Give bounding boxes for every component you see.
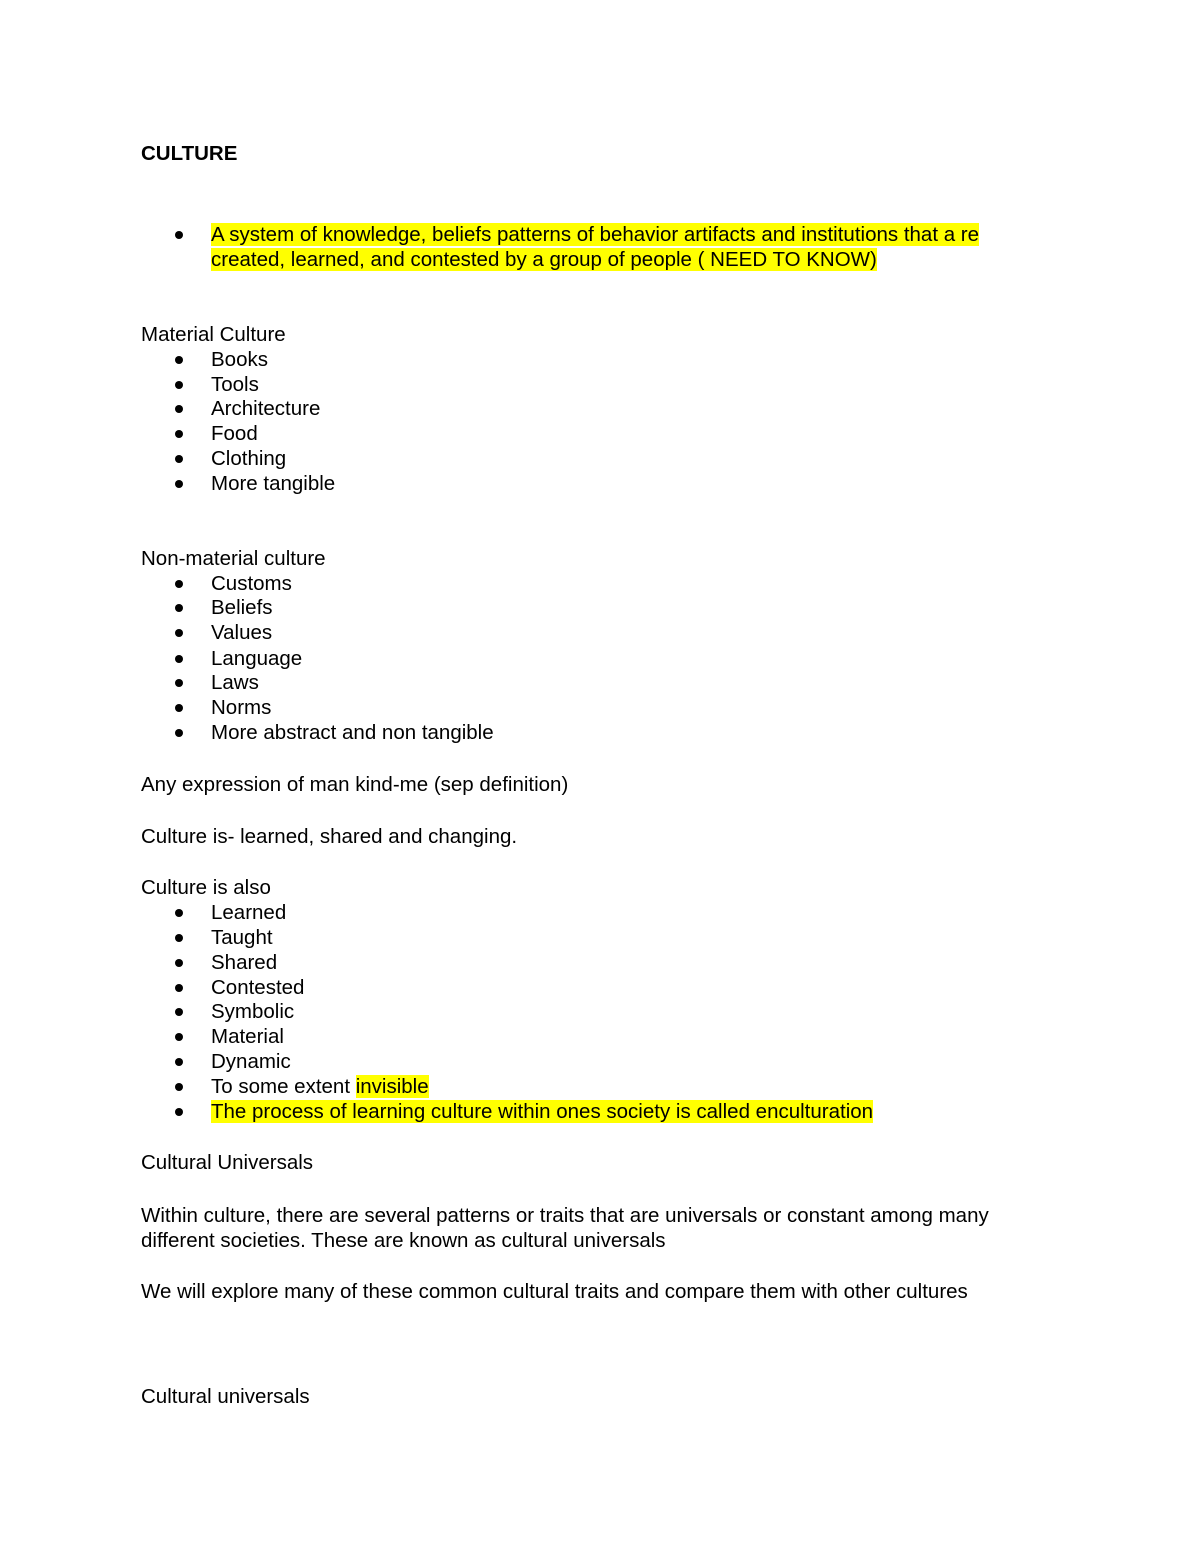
bullet-icon xyxy=(172,421,184,446)
list-item: Customs xyxy=(211,572,292,595)
definition-line-1 xyxy=(211,222,979,247)
enculturation-highlight: The process of learning culture within ones society is called enculturation xyxy=(211,1100,874,1123)
bullet-icon xyxy=(172,975,184,1000)
definition-highlight-2: created, learned, and contested by a group of people ( NEED TO KNOW) xyxy=(211,248,877,271)
universals-heading-2: Cultural universals xyxy=(141,1385,310,1408)
list-item: Dynamic xyxy=(211,1050,291,1073)
bullet-icon xyxy=(172,1049,184,1074)
list-item: Shared xyxy=(211,951,278,974)
bullet-icon xyxy=(172,1099,184,1124)
list-item-enculturation xyxy=(211,1099,873,1124)
bullet-icon xyxy=(172,347,184,372)
list-item: Norms xyxy=(211,696,272,719)
list-item: Taught xyxy=(211,926,273,949)
culture-is-paragraph: Culture is- learned, shared and changing. xyxy=(141,825,518,848)
list-item-extent xyxy=(211,1074,429,1099)
bullet-icon xyxy=(172,1074,184,1099)
bullet-icon xyxy=(172,950,184,975)
expression-paragraph: Any expression of man kind-me (sep definition) xyxy=(141,773,569,796)
bullet-icon xyxy=(172,595,184,620)
bullet-icon xyxy=(172,396,184,421)
bullet-icon xyxy=(172,670,184,695)
list-item: Food xyxy=(211,422,258,445)
nonmaterial-heading: Non-material culture xyxy=(141,547,326,570)
universals-heading: Cultural Universals xyxy=(141,1151,314,1174)
bullet-icon xyxy=(172,372,184,397)
bullet-icon xyxy=(172,999,184,1024)
list-item: Architecture xyxy=(211,397,321,420)
list-item: Symbolic xyxy=(211,1000,295,1023)
explore-paragraph: We will explore many of these common cultural traits and compare them with other cultures xyxy=(141,1280,968,1303)
bullet-icon xyxy=(172,1024,184,1049)
bullet-icon xyxy=(172,900,184,925)
page-title: CULTURE xyxy=(141,142,238,165)
list-item: More tangible xyxy=(211,472,336,495)
list-item: Beliefs xyxy=(211,596,273,619)
list-item: Laws xyxy=(211,671,259,694)
also-heading: Culture is also xyxy=(141,876,271,899)
bullet-icon xyxy=(172,925,184,950)
bullet-icon xyxy=(172,446,184,471)
universals-paragraph-line-1: Within culture, there are several patterns or traits that are universals or constant among many xyxy=(141,1204,989,1227)
bullet-icon xyxy=(172,695,184,720)
bullet-icon xyxy=(172,471,184,496)
material-heading: Material Culture xyxy=(141,323,286,346)
list-item: Tools xyxy=(211,373,259,396)
bullet-icon xyxy=(172,646,184,671)
extent-highlight: invisible xyxy=(355,1075,429,1098)
list-item: Books xyxy=(211,348,268,371)
list-item: Contested xyxy=(211,976,305,999)
list-item: More abstract and non tangible xyxy=(211,721,494,744)
definition-highlight-1: A system of knowledge, beliefs patterns of behavior artifacts and institutions that a re xyxy=(211,223,980,246)
bullet-icon xyxy=(172,620,184,645)
bullet-icon xyxy=(172,720,184,745)
bullet-icon xyxy=(172,222,184,247)
universals-paragraph-line-2: different societies. These are known as cultural universals xyxy=(141,1229,666,1252)
list-item: Clothing xyxy=(211,447,287,470)
list-item: Values xyxy=(211,621,273,644)
list-item: Language xyxy=(211,647,303,670)
bullet-icon xyxy=(172,571,184,596)
list-item: Learned xyxy=(211,901,287,924)
extent-prefix: To some extent xyxy=(211,1075,356,1098)
definition-line-2 xyxy=(211,247,877,272)
list-item: Material xyxy=(211,1025,284,1048)
